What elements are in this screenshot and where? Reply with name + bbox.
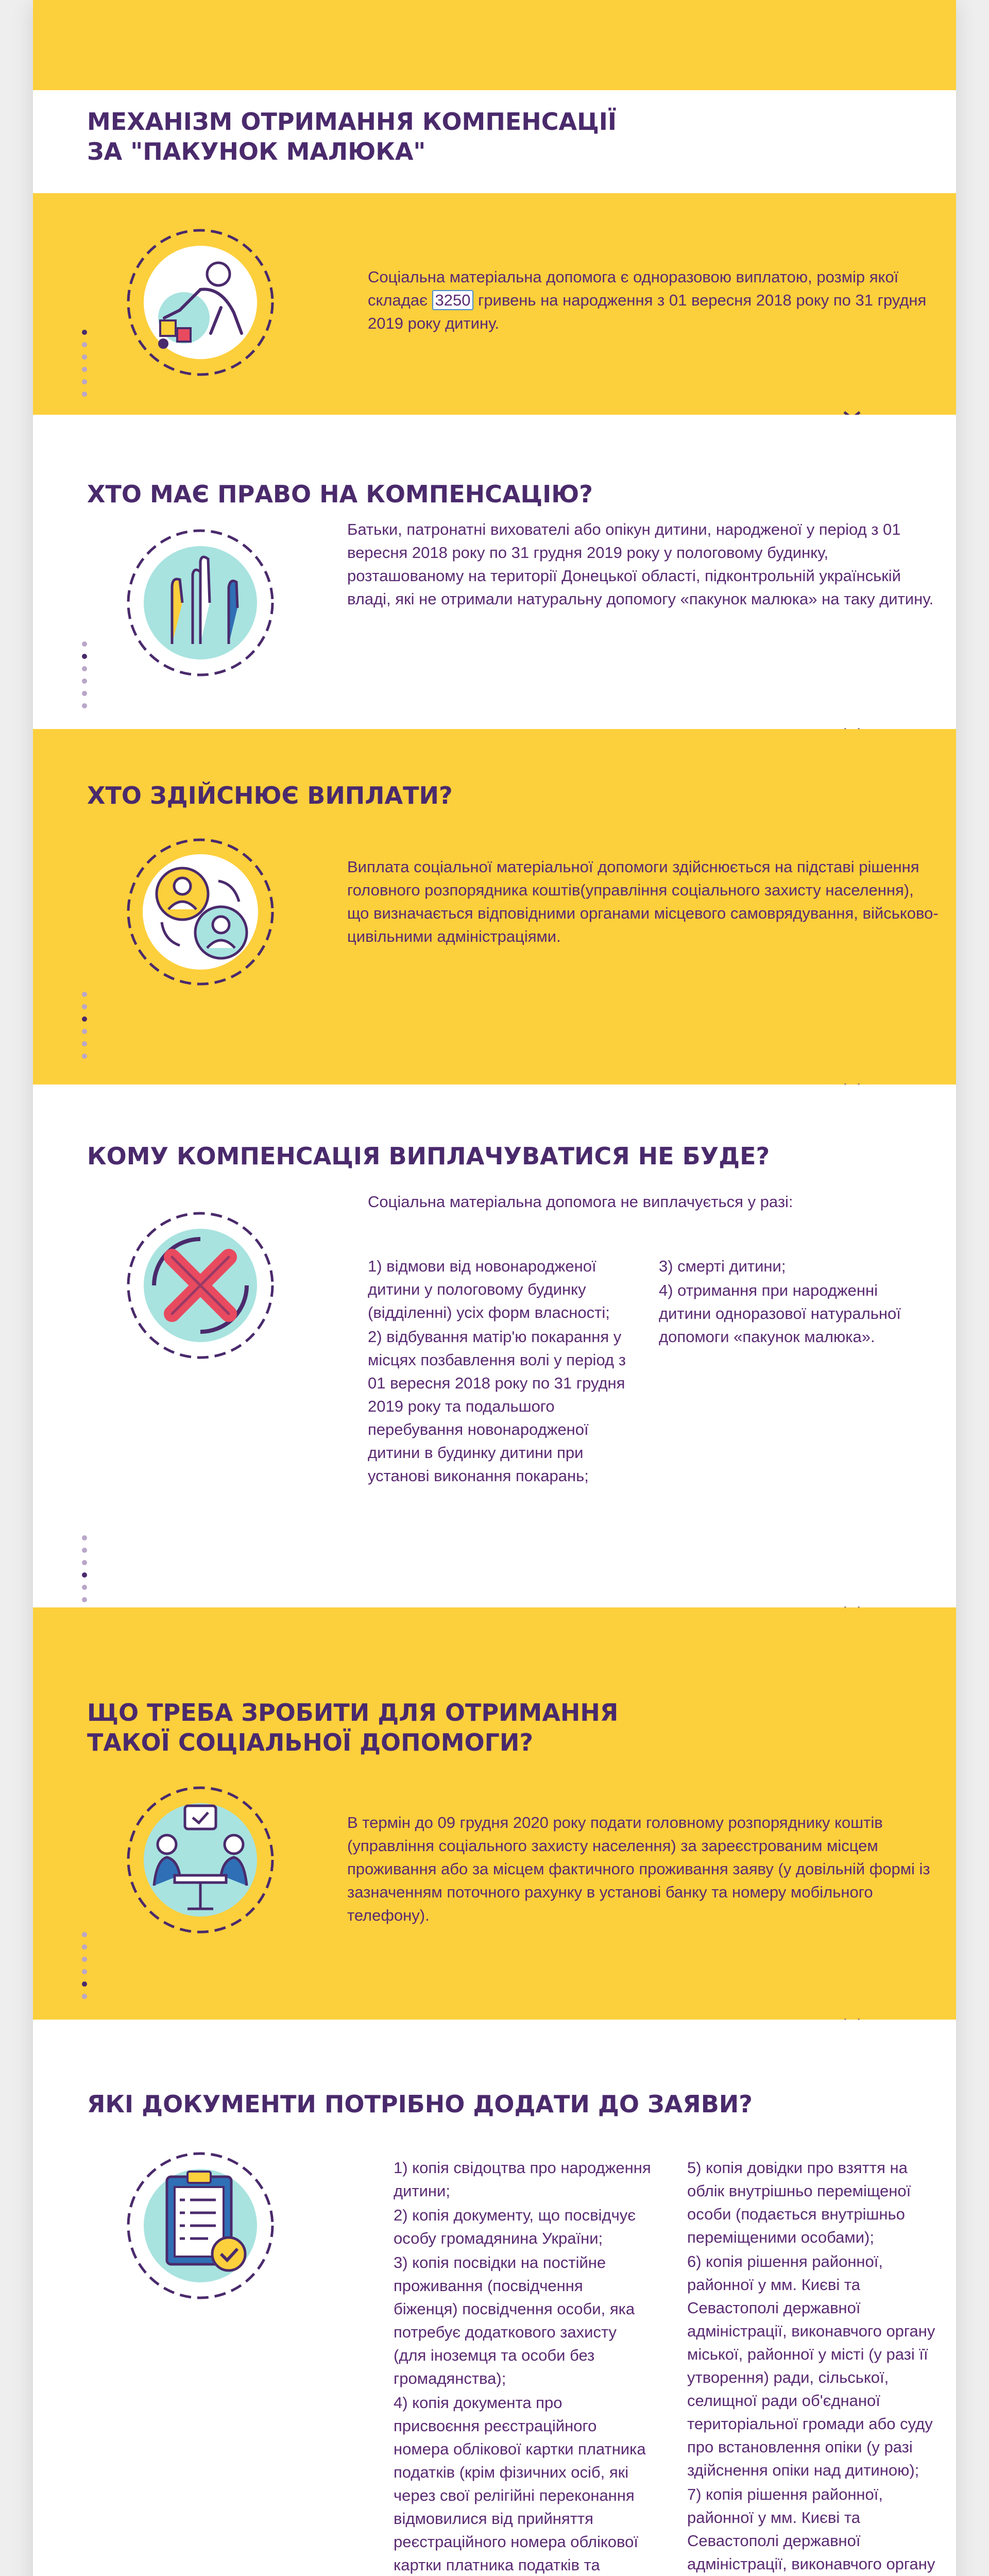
- section-title: ЩО ТРЕБА ЗРОБИТИ ДЛЯ ОТРИМАННЯ ТАКОЇ СОЦІАЛЬНОЇ ДОПОМОГИ?: [87, 1699, 619, 1756]
- section-who-eligible: [33, 415, 956, 729]
- cross-cancel-icon: [123, 1208, 278, 1363]
- list-item: 2) відбування матір'ю покарання у місцях позбавлення волі у період з 01 вересня 2018 року по 31 грудня 2019 року та подальшого перебування новонародженої дитини в будинку дитини при установі виконання покарань;: [368, 1328, 626, 1485]
- raised-hands-icon: [123, 526, 278, 680]
- list-item: 5) копія довідки про взяття на облік внутрішньо переміщеної особи (подається внутрішньо переміщеними особами);: [687, 2159, 911, 2246]
- section-documents: [33, 2020, 956, 2576]
- amount-highlight: 3250: [432, 290, 474, 310]
- list-item: 6) копія рішення районної, районної у мм. Києві та Севастополі державної адміністрації, виконавчого органу міської, районної у місті (у разі її утворення) ради, сільської, селищної ради об'єднаної територіальної громади або суду про встановлення опіки (у разі здійснення опіки над дитиною);: [687, 2252, 935, 2479]
- progress-dots: [82, 1535, 89, 1609]
- list-item: 7) копія рішення районної, районної у мм. Києві та Севастополі державної адміністрації, виконавчого органу: [687, 2485, 935, 2573]
- infographic: [33, 0, 956, 2576]
- list-item: 3) копія посвідки на постійне проживання (посвідчення біженця) посвідчення особи, яка потребує додаткового захисту (для іноземця та особи без громадянства);: [394, 2253, 635, 2387]
- progress-dots: [82, 641, 89, 716]
- list-item: 1) копія свідоцтва про народження дитини;: [394, 2159, 651, 2200]
- section-who-pays: [33, 729, 956, 1084]
- section-title: ЯКІ ДОКУМЕНТИ ПОТРІБНО ДОДАТИ ДО ЗАЯВИ?: [87, 2090, 753, 2118]
- list-column-2: [687, 2156, 945, 2576]
- progress-dots: [82, 1932, 89, 2006]
- meeting-icon: [123, 1783, 278, 1937]
- progress-dots: [82, 330, 89, 404]
- section-lead: Соціальна матеріальна допомога не виплачується у разі:: [368, 1193, 793, 1211]
- intro-section: [33, 193, 956, 415]
- list-column-1: [394, 2156, 651, 2576]
- section-title: ХТО ЗДІЙСНЮЄ ВИПЛАТИ?: [87, 782, 453, 809]
- list-column-1: [368, 1255, 630, 1488]
- list-item: 4) копія документа про присвоєння реєстраційного номера облікової картки платника податків (крім фізичних осіб, які через свої релігійні переконання відмовилися від прийняття реєстраційного номера облікової картки платника податків та: [394, 2394, 646, 2574]
- child-playing-icon: [123, 225, 278, 380]
- top-strip: [33, 0, 956, 93]
- section-text: В термін до 09 грудня 2020 року подати головному розпоряднику коштів (управління соціального захисту населення) за зареєстрованим місцем проживання або за місцем фактичного проживання заяву (у довільній формі із зазначенням поточного рахунку в установі банку та номеру мобільного телефону).: [347, 1814, 930, 1924]
- intro-text: Соціальна матеріальна допомога є одноразовою виплатою, розмір якої складає 3250 гривень на народження з 01 вересня 2018 року по 31 грудня 2019 року дитину.: [368, 268, 927, 332]
- section-not-paid: [33, 1084, 956, 1607]
- section-title: КОМУ КОМПЕНСАЦІЯ ВИПЛАЧУВАТИСЯ НЕ БУДЕ?: [87, 1142, 770, 1170]
- list-item: 1) відмови від новонародженої дитини у пологовому будинку (відділенні) усіх форм власності;: [368, 1257, 610, 1321]
- checklist-icon: [123, 2148, 278, 2303]
- list-item: 4) отримання при народженні дитини одноразової натуральної допомоги «пакунок малюка».: [659, 1281, 901, 1346]
- list-item: 3) смерті дитини;: [659, 1257, 786, 1275]
- progress-dots: [82, 992, 89, 1066]
- header-band: [33, 90, 956, 193]
- list-item: 2) копія документу, що посвідчує особу громадянина України;: [394, 2206, 636, 2247]
- section-what-to-do: [33, 1607, 956, 2020]
- section-title: ХТО МАЄ ПРАВО НА КОМПЕНСАЦІЮ?: [87, 480, 593, 508]
- page-title: МЕХАНІЗМ ОТРИМАННЯ КОМПЕНСАЦІЇ ЗА "ПАКУНОК МАЛЮКА": [87, 108, 617, 165]
- section-text: Батьки, патронатні вихователі або опікун дитини, народженої у період з 01 вересня 2018 року по 31 грудня 2019 року у пологовому будинку, розташованому на території Донецької області, підконтрольній українській владі, які не отримали натуральну допомогу «пакунок малюка» на таку дитину.: [347, 520, 934, 608]
- people-exchange-icon: [123, 835, 278, 989]
- list-column-2: [659, 1255, 927, 1349]
- section-text: Виплата соціальної матеріальної допомоги здійснюється на підставі рішення головного розпорядника коштів(управління соціального захисту населення), що визначається відповідними органами місцевого самоврядування, військово-цивільними адміністраціями.: [347, 858, 939, 945]
